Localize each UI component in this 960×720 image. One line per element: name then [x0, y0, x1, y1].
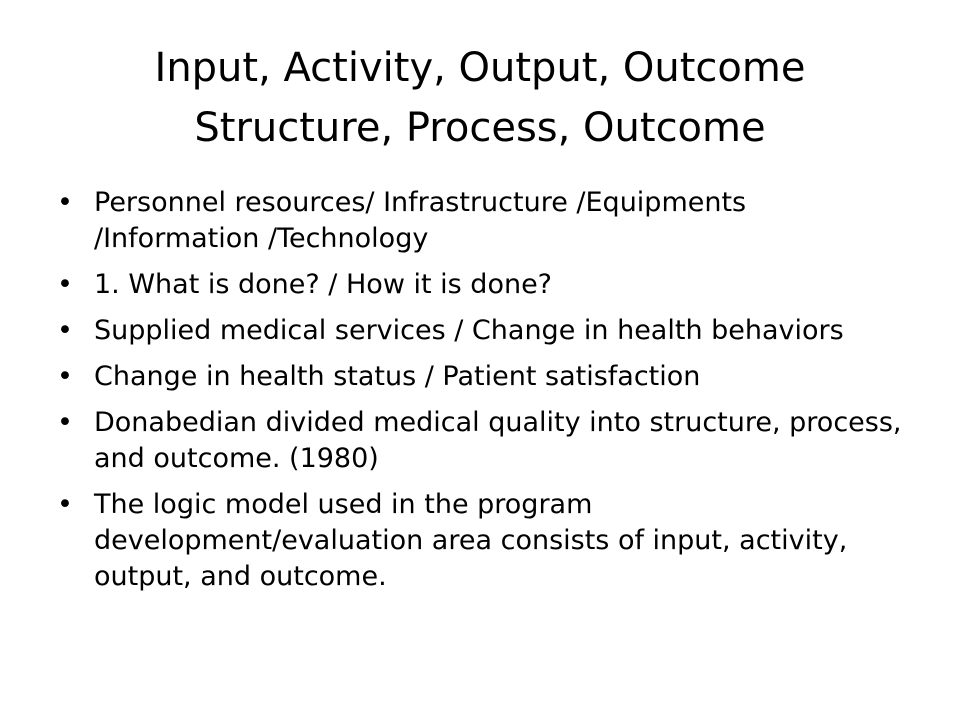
bullet-icon: • [57, 489, 73, 520]
bullet-text: Change in health status / Patient satisfaction [94, 361, 701, 392]
bullet-item [48, 267, 918, 303]
bullet-item [48, 313, 918, 349]
bullet-icon: • [57, 315, 73, 346]
bullet-item [48, 487, 918, 595]
bullet-icon: • [57, 187, 73, 218]
bullet-icon: • [57, 407, 73, 438]
bullet-item [48, 359, 918, 395]
bullet-text: Donabedian divided medical quality into structure, process, and outcome. (1980) [94, 407, 902, 474]
bullet-icon: • [57, 269, 73, 300]
bullet-text: The logic model used in the program development/evaluation area consists of input, activity, output, and outcome. [94, 489, 848, 592]
bullet-text: 1. What is done? / How it is done? [94, 269, 553, 300]
bullet-text: Personnel resources/ Infrastructure /Equipments /Information /Technology [94, 187, 747, 254]
title-line-1: Input, Activity, Output, Outcome [154, 45, 806, 91]
bullet-list [48, 185, 918, 605]
bullet-icon: • [57, 361, 73, 392]
bullet-text: Supplied medical services / Change in health behaviors [94, 315, 844, 346]
bullet-item [48, 185, 918, 257]
bullet-item [48, 405, 918, 477]
title-line-2: Structure, Process, Outcome [194, 105, 766, 151]
slide-title [48, 38, 912, 158]
